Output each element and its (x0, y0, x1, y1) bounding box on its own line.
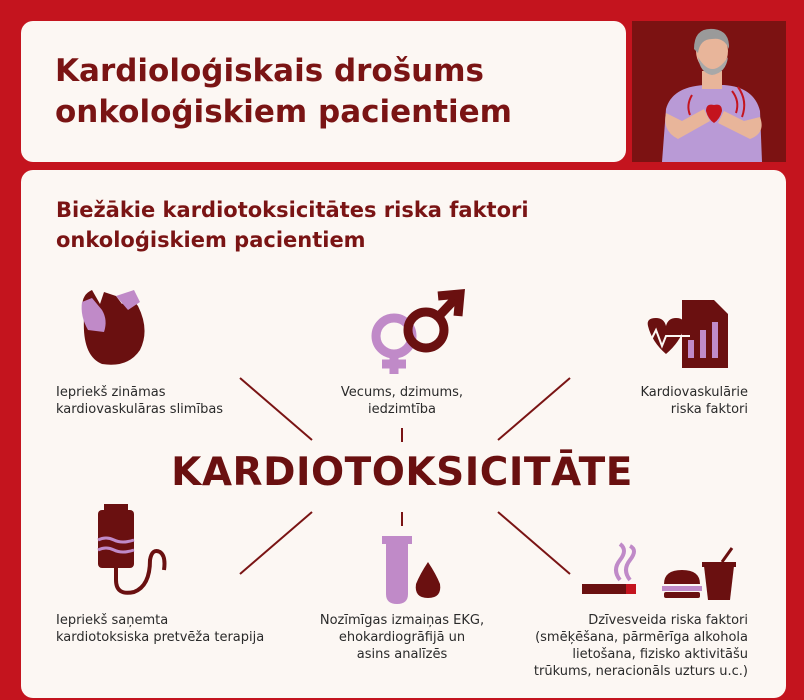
section-subtitle: Biežākie kardiotoksicitātes riska faktori onkoloģiskiem pacientiem (56, 198, 529, 252)
central-term: KARDIOTOKSICITĀTE (171, 450, 633, 495)
gender-symbols-icon (376, 294, 460, 374)
test-tube-blood-icon (382, 536, 440, 604)
heart-organ-icon (82, 290, 145, 365)
factor-label-test-changes: Nozīmīgas izmaiņas EKG, ehokardiogrāfijā un asins analīzēs (319, 613, 485, 662)
heart-chart-icon (644, 300, 728, 368)
factor-label-cardiovascular-diseases: Iepriekš zināmas kardiovaskulāras slimības (56, 385, 224, 417)
connector-line (240, 512, 312, 574)
page-title: Kardioloģiskais drošums onkoloģiskiem pacientiem (55, 53, 512, 130)
factor-label-cv-risk-factors: Kardiovaskulārie riska faktori (640, 385, 748, 417)
lifestyle-icon (582, 544, 736, 600)
connector-line (498, 512, 570, 574)
factor-label-lifestyle: Dzīvesveida riska faktori (smēķēšana, pārmērīga alkohola lietošana, fizisko aktivitāšu trūkums, neracionāls uzturs u.c.) (533, 613, 748, 679)
iv-drip-icon (98, 504, 165, 593)
factor-label-prior-therapy: Iepriekš saņemta kardiotoksiska pretvēža terapija (56, 613, 265, 645)
factor-label-age-gender: Vecums, dzimums, iedzimtība (340, 385, 464, 417)
